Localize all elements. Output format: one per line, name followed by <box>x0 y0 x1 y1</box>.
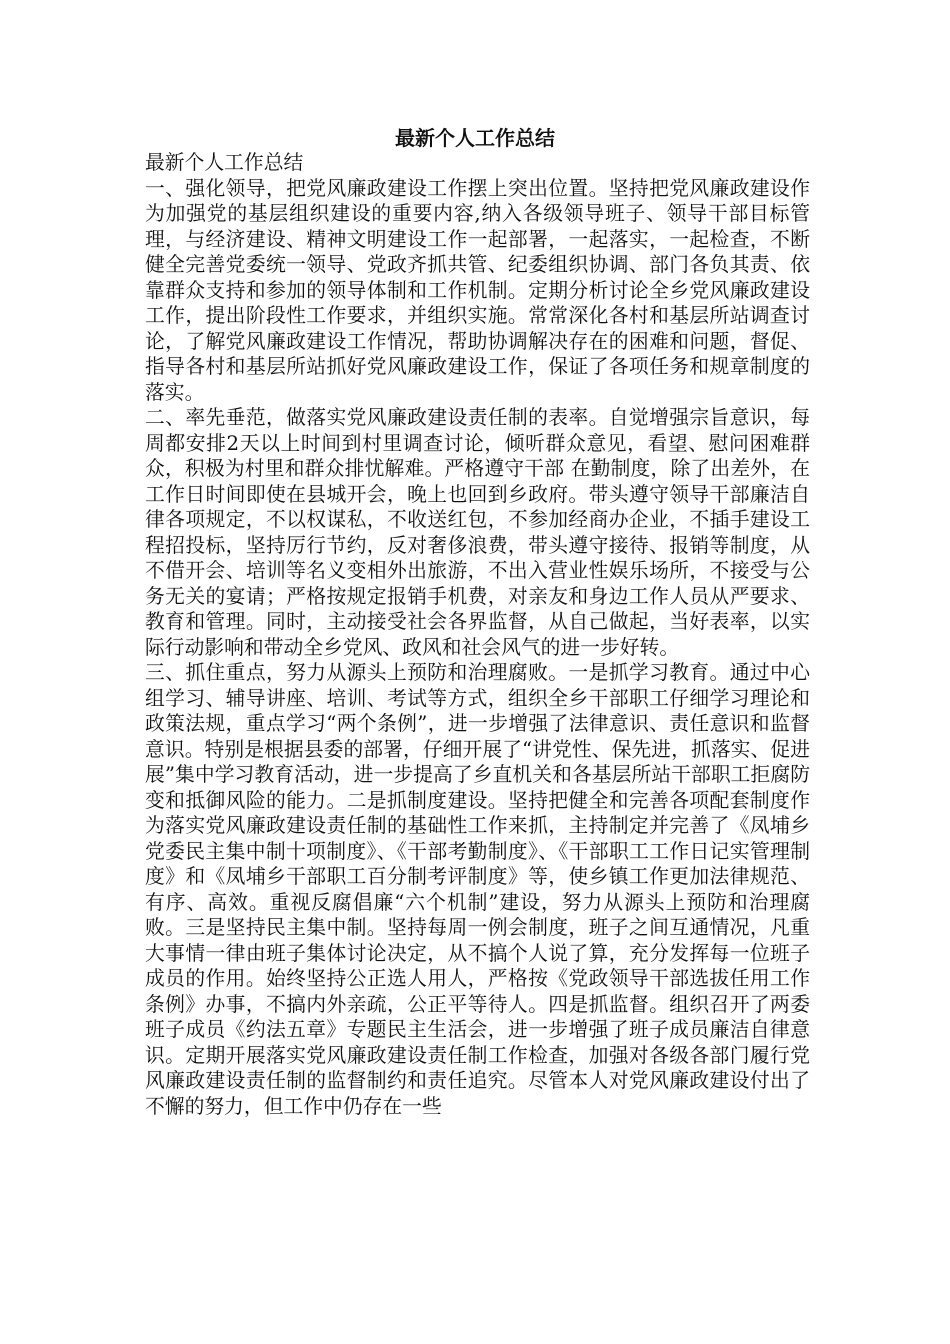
document-title: 最新个人工作总结 <box>395 126 555 150</box>
paragraph-2: 二、率先垂范，做落实党风廉政建设责任制的表率。自觉增强宗旨意识，每周都安排2天以上时间到村里调查讨论，倾听群众意见，看望、慰问困难群众，积极为村里和群众排忧解难。严格遵守干部 在勤制度，除了出差外，在工作日时间即使在县城开会，晚上也回到乡政府。带头遵守领导干部廉洁自律各项规定，不以权谋私，不收送红包，不参加经商办企业，不插手建设工程招投标，坚持厉行节约，反对奢侈浪费，带头遵守接待、报销等制度，从不借开会、培训等名义变相外出旅游，不出入营业性娱乐场所，不接受与公务无关的宴请；严格按规定报销手机费，对亲友和身边工作人员从严要求、教育和管理。同时，主动接受社会各界监督，从自己做起，当好表率，以实际行动影响和带动全乡党风、政风和社会风气的进一步好转。 <box>145 406 810 659</box>
paragraph-3: 三、抓住重点，努力从源头上预防和治理腐败。一是抓学习教育。通过中心组学习、辅导讲座、培训、考试等方式，组织全乡干部职工仔细学习理论和政策法规，重点学习“两个条例”，进一步增强了法律意识、责任意识和监督意识。特别是根据县委的部署，仔细开展了“讲党性、保先进，抓落实、促进展”集中学习教育活动，进一步提高了乡直机关和各基层所站干部职工拒腐防变和抵御风险的能力。二是抓制度建设。坚持把健全和完善各项配套制度作为落实党风廉政建设责任制的基础性工作来抓，主持制定并完善了《凤埔乡党委民主集中制十项制度》、《干部考勤制度》、《干部职工工作日记实管理制度》和《凤埔乡干部职工百分制考评制度》等，使乡镇工作更加法律规范、有序、高效。重视反腐倡廉“六个机制”建设，努力从源头上预防和治理腐败。三是坚持民主集中制。坚持每周一例会制度，班子之间互通情况，凡重大事情一律由班子集体讨论决定，从不搞个人说了算，充分发挥每一位班子成员的作用。始终坚持公正选人用人，严格按《党政领导干部选拔任用工作条例》办事，不搞内外亲疏，公正平等待人。四是抓监督。组织召开了两委班子成员《约法五章》专题民主生活会，进一步增强了班子成员廉洁自律意识。定期开展落实党风廉政建设责任制工作检查，加强对各级各部门履行党风廉政建设责任制的监督制约和责任追究。尽管本人对党风廉政建设付出了不懈的努力，但工作中仍存在一些 <box>145 661 810 1118</box>
paragraph-1: 一、强化领导，把党风廉政建设工作摆上突出位置。坚持把党风廉政建设作为加强党的基层组织建设的重要内容,纳入各级领导班子、领导干部目标管理，与经济建设、精神文明建设工作一起部署，一起落实，一起检查，不断健全完善党委统一领导、党政齐抓共管、纪委组织协调、部门各负其责、依靠群众支持和参加的领导体制和工作机制。定期分析讨论全乡党风廉政建设工作，提出阶段性工作要求，并组织实施。常常深化各村和基层所站调查讨论，了解党风廉政建设工作情况，帮助协调解决存在的困难和问题，督促、指导各村和基层所站抓好党风廉政建设工作，保证了各项任务和规章制度的落实。 <box>145 176 810 404</box>
document-body <box>145 150 810 1119</box>
body-heading-line: 最新个人工作总结 <box>145 151 304 174</box>
